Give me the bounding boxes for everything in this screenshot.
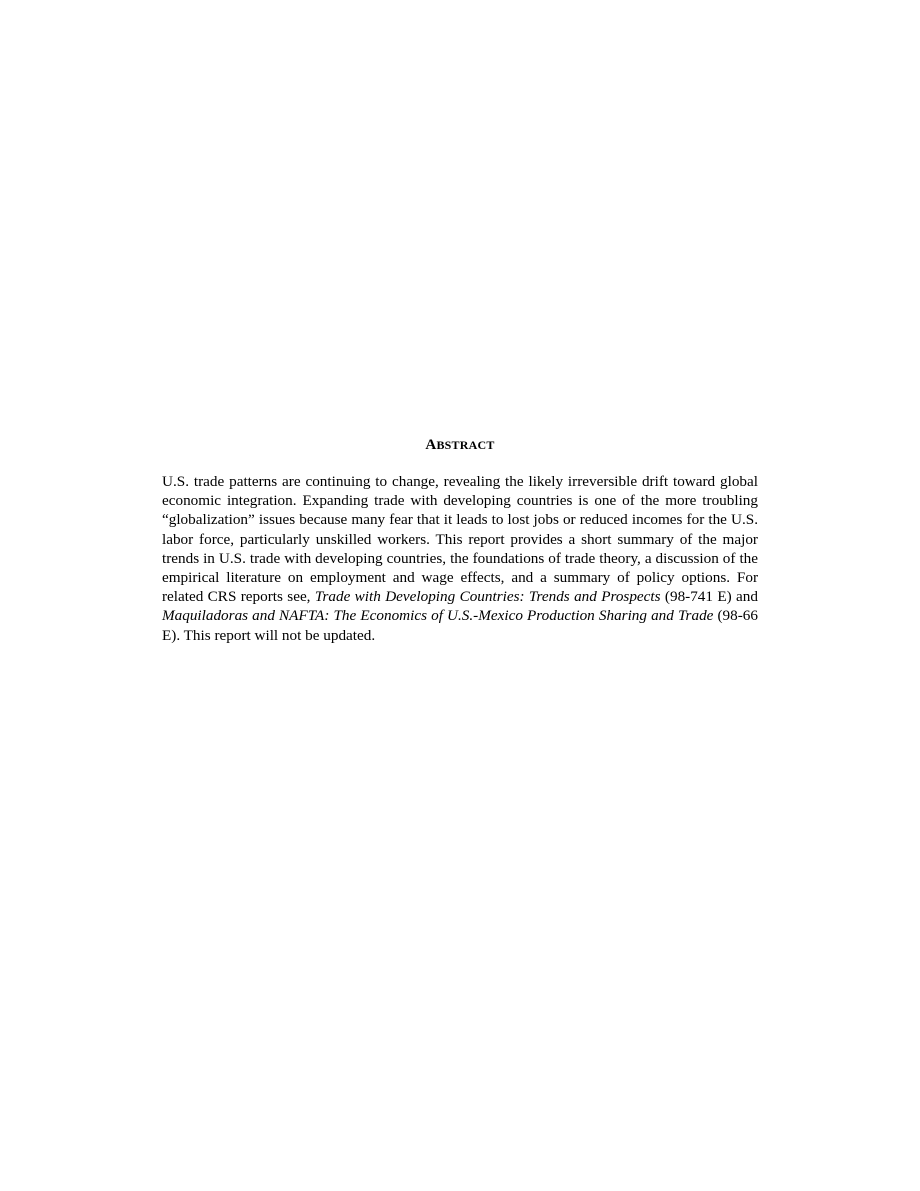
abstract-heading-initial: A — [425, 437, 437, 453]
abstract-text-1: U.S. trade patterns are continuing to change, revealing the likely irreversible drift toward global economic integration. Expanding trade with developing countries is one of the more troubling “globalization” issues because many fear that it leads to lost jobs or reduced incomes for the U.S. labor force, particularly unskilled workers. This report provides a short summary of the major trends in U.S. trade with developing countries, the foundations of trade theory, a discussion of the empirical literature on employment and wage effects, and a summary of policy options. For related CRS reports see, — [162, 473, 758, 606]
abstract-text-2: (98-741 E) and — [660, 588, 758, 606]
abstract-paragraph — [162, 472, 758, 645]
abstract-text-3: (98-66 E). This report will not be updated. — [162, 607, 758, 644]
abstract-heading-rest: BSTRACT — [436, 438, 495, 452]
abstract-heading — [162, 436, 758, 454]
abstract-citation-title-2: Maquiladoras and NAFTA: The Economics of U.S.-Mexico Production Sharing and Trade — [162, 607, 714, 625]
abstract-citation-title-1: Trade with Developing Countries: Trends and Prospects — [314, 588, 661, 606]
abstract-section — [162, 436, 758, 645]
